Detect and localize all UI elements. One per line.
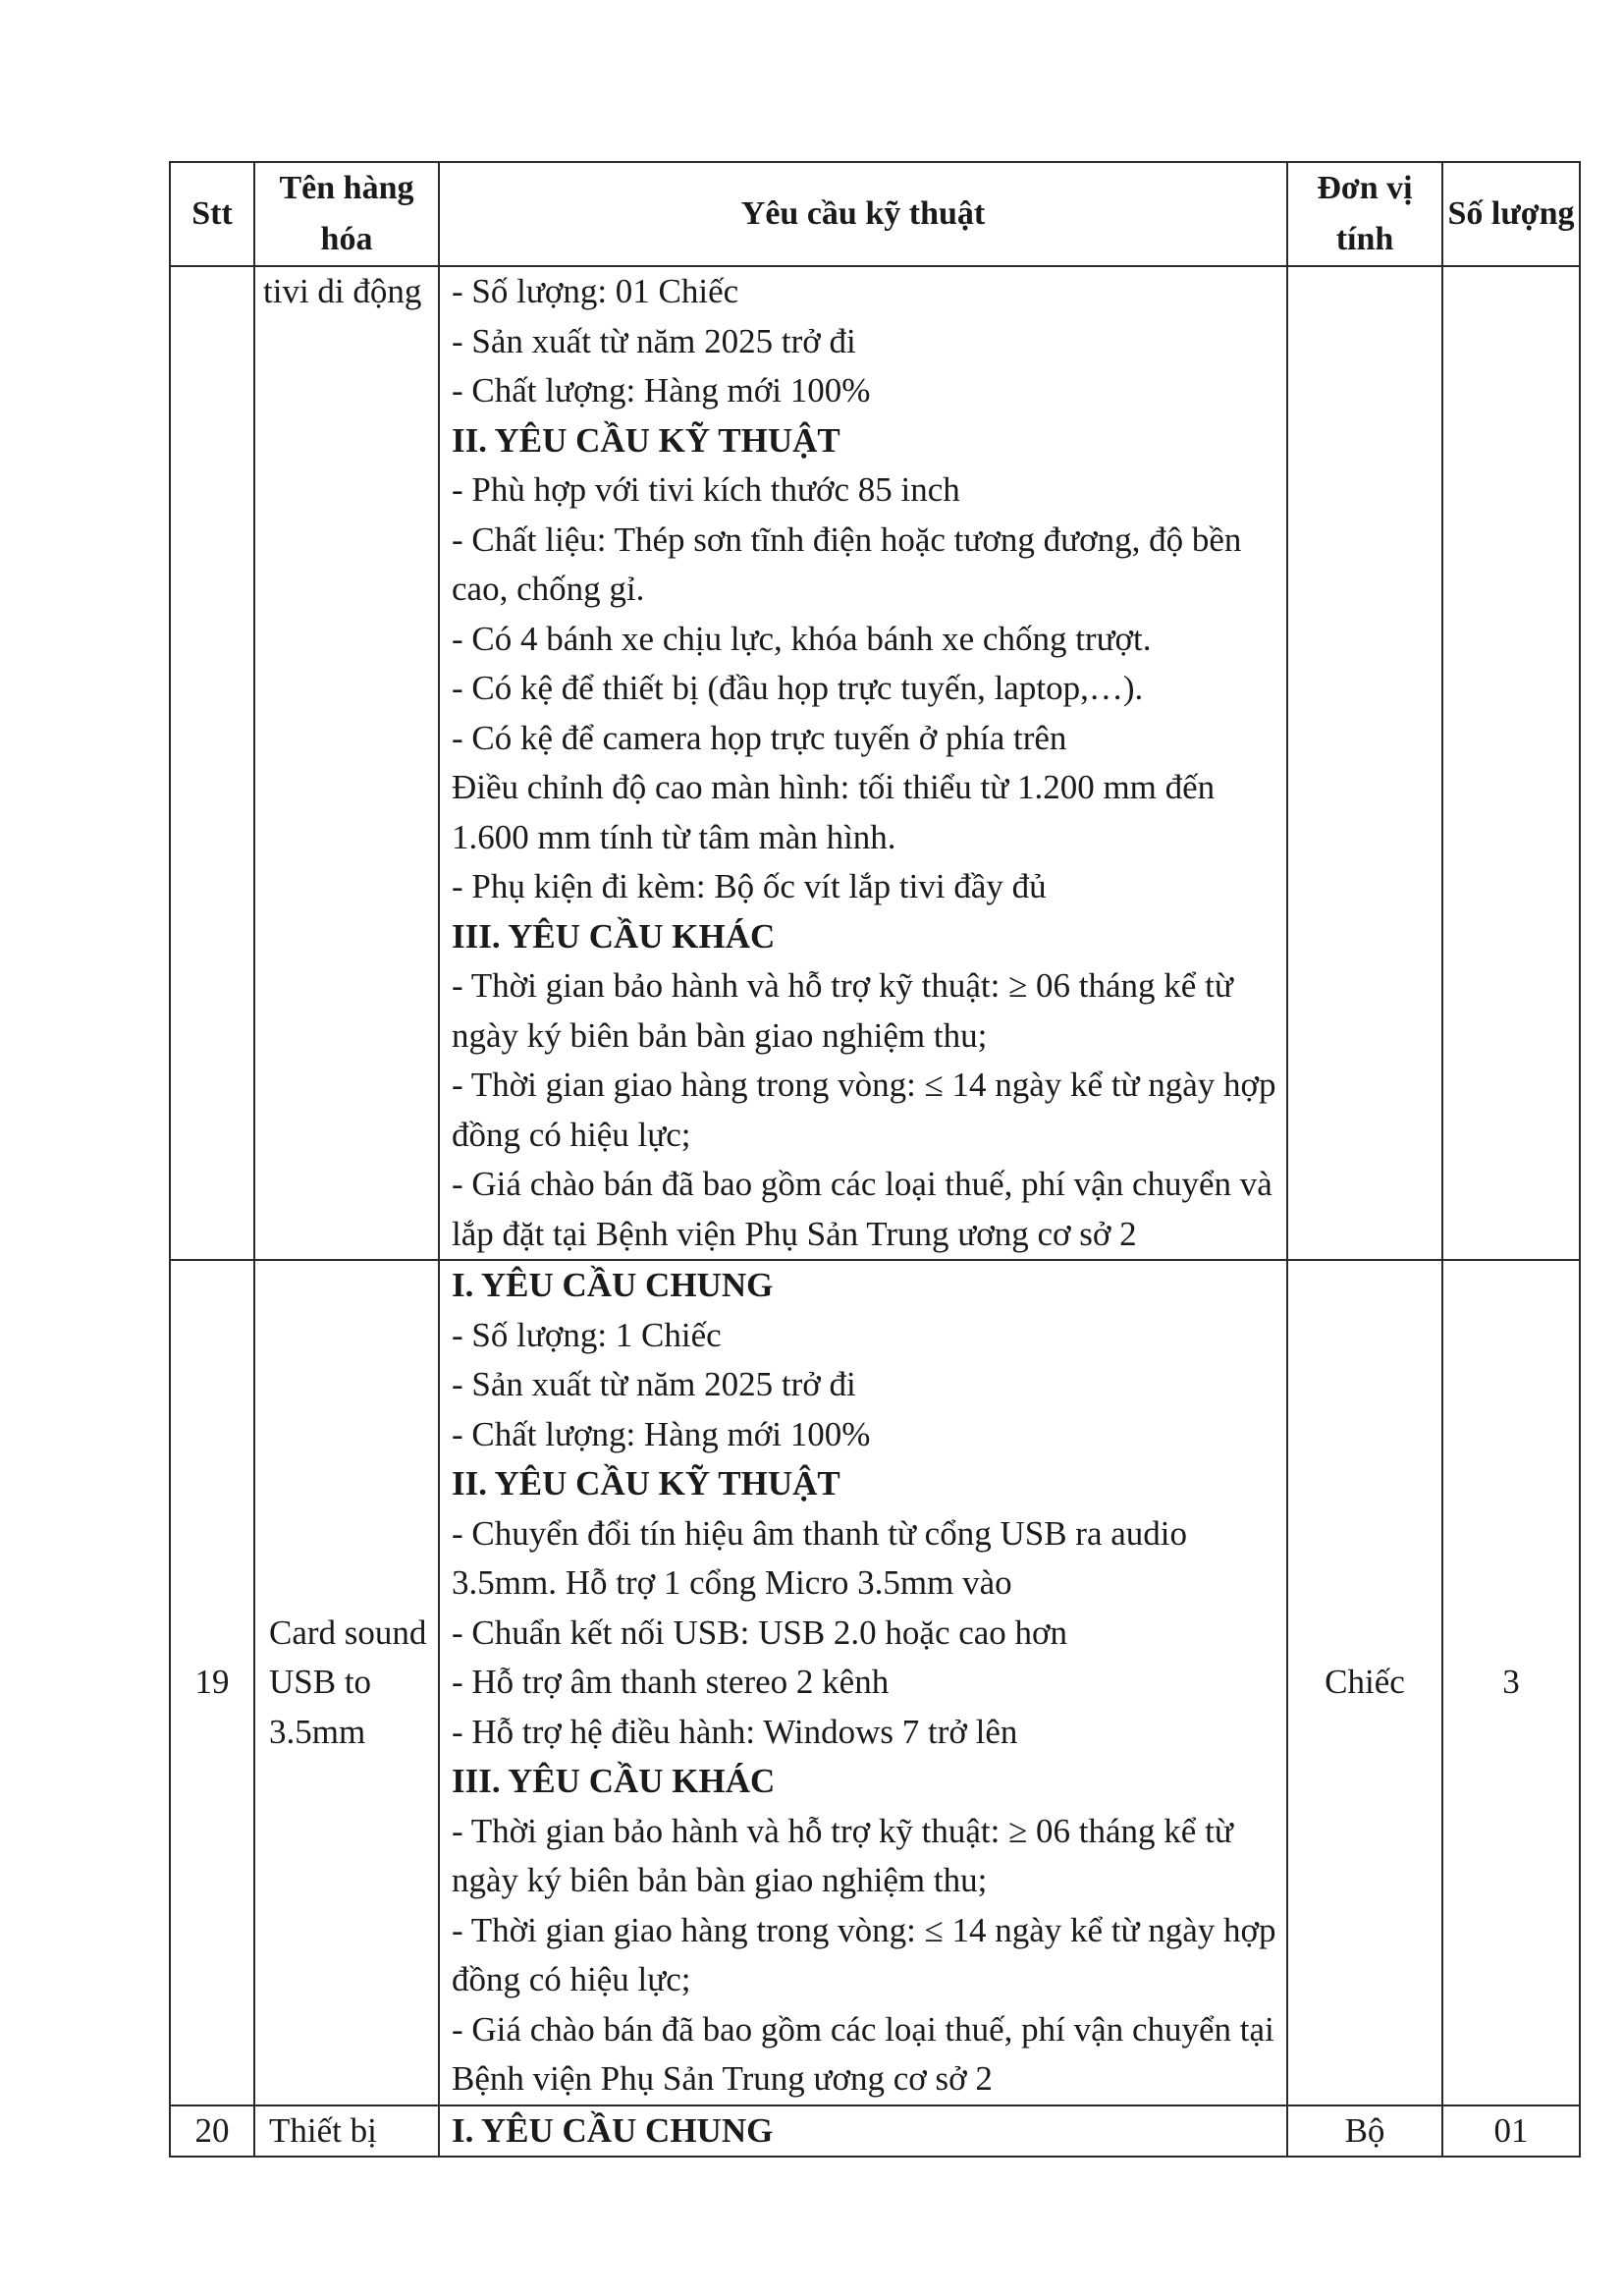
header-stt: Stt xyxy=(170,162,254,266)
table-row xyxy=(170,2105,1580,2158)
table-row xyxy=(170,266,1580,1260)
row-stt: 19 xyxy=(170,1260,254,2105)
requirement-line: - Sản xuất từ năm 2025 trở đi xyxy=(452,321,856,360)
requirement-line: - Số lượng: 1 Chiếc xyxy=(452,1315,722,1354)
section-heading: I. YÊU CẦU CHUNG xyxy=(452,1266,774,1304)
row-unit xyxy=(1287,266,1442,1260)
requirement-line: - Thời gian giao hàng trong vòng: ≤ 14 ngày kể từ ngày hợp đồng có hiệu lực; xyxy=(452,1066,1276,1154)
requirement-line: - Giá chào bán đã bao gồm các loại thuế, phí vận chuyển tại Bệnh viện Phụ Sản Trung ương cơ sở 2 xyxy=(452,2009,1274,2098)
row-stt: 20 xyxy=(170,2105,254,2158)
row-quantity xyxy=(1442,266,1580,1260)
row-quantity: 3 xyxy=(1442,1260,1580,2105)
section-heading: III. YÊU CẦU KHÁC xyxy=(452,916,776,956)
requirement-line: - Thời gian bảo hành và hỗ trợ kỹ thuật: ≥ 06 tháng kể từ ngày ký biên bản bàn giao nghiệm thu; xyxy=(452,1811,1233,1899)
row-unit: Bộ xyxy=(1287,2105,1442,2158)
row-requirements xyxy=(439,1260,1287,2105)
requirement-line: - Phù hợp với tivi kích thước 85 inch xyxy=(452,470,960,509)
requirement-line: - Thời gian giao hàng trong vòng: ≤ 14 ngày kể từ ngày hợp đồng có hiệu lực; xyxy=(452,1910,1276,1998)
requirement-line: - Chất lượng: Hàng mới 100% xyxy=(452,371,871,410)
section-heading: I. YÊU CẦU CHUNG xyxy=(452,2110,774,2150)
row-item-name: Thiết bị xyxy=(254,2105,439,2158)
row-item-name: Card sound USB to 3.5mm xyxy=(254,1260,439,2105)
header-quantity: Số lượng xyxy=(1442,162,1580,266)
requirement-line: - Chuyển đổi tín hiệu âm thanh từ cổng USB ra audio 3.5mm. Hỗ trợ 1 cổng Micro 3.5mm vào xyxy=(452,1513,1187,1602)
row-item-name: tivi di động xyxy=(254,266,439,1260)
row-unit: Chiếc xyxy=(1287,1260,1442,2105)
requirement-line: - Hỗ trợ âm thanh stereo 2 kênh xyxy=(452,1663,890,1701)
requirement-line: - Chất liệu: Thép sơn tĩnh điện hoặc tương đương, độ bền cao, chống gỉ. xyxy=(452,519,1242,608)
row-requirements xyxy=(439,2105,1287,2158)
section-heading: II. YÊU CẦU KỸ THUẬT xyxy=(452,1464,840,1503)
requirement-line: - Chuẩn kết nối USB: USB 2.0 hoặc cao hơn xyxy=(452,1613,1068,1652)
requirement-line: - Giá chào bán đã bao gồm các loại thuế, phí vận chuyển và lắp đặt tại Bệnh viện Phụ Sản Trung ương cơ sở 2 xyxy=(452,1165,1272,1253)
requirement-line: - Thời gian bảo hành và hỗ trợ kỹ thuật: ≥ 06 tháng kể từ ngày ký biên bản bàn giao nghiệm thu; xyxy=(452,966,1233,1055)
requirement-line: - Có kệ để thiết bị (đầu họp trực tuyến, laptop,…). xyxy=(452,669,1144,707)
requirement-line: - Số lượng: 01 Chiếc xyxy=(452,272,739,310)
requirement-line: Điều chỉnh độ cao màn hình: tối thiểu từ 1.200 mm đến 1.600 mm tính từ tâm màn hình. xyxy=(452,768,1216,856)
section-heading: II. YÊU CẦU KỸ THUẬT xyxy=(452,420,840,460)
header-requirements: Yêu cầu kỹ thuật xyxy=(439,162,1287,266)
requirement-line: - Có kệ để camera họp trực tuyến ở phía trên xyxy=(452,718,1067,757)
section-heading: III. YÊU CẦU KHÁC xyxy=(452,1762,776,1800)
table-row xyxy=(170,1260,1580,2105)
spec-table xyxy=(169,161,1581,2158)
requirement-line: - Phụ kiện đi kèm: Bộ ốc vít lắp tivi đầy đủ xyxy=(452,867,1047,905)
row-quantity: 01 xyxy=(1442,2105,1580,2158)
header-unit: Đơn vị tính xyxy=(1287,162,1442,266)
row-stt xyxy=(170,266,254,1260)
requirement-line: - Sản xuất từ năm 2025 trở đi xyxy=(452,1365,856,1403)
requirement-line: - Có 4 bánh xe chịu lực, khóa bánh xe chống trượt. xyxy=(452,619,1152,658)
row-requirements xyxy=(439,266,1287,1260)
requirement-line: - Chất lượng: Hàng mới 100% xyxy=(452,1414,871,1453)
header-name: Tên hàng hóa xyxy=(254,162,439,266)
requirement-line: - Hỗ trợ hệ điều hành: Windows 7 trở lên xyxy=(452,1712,1018,1751)
table-header-row xyxy=(170,162,1580,266)
